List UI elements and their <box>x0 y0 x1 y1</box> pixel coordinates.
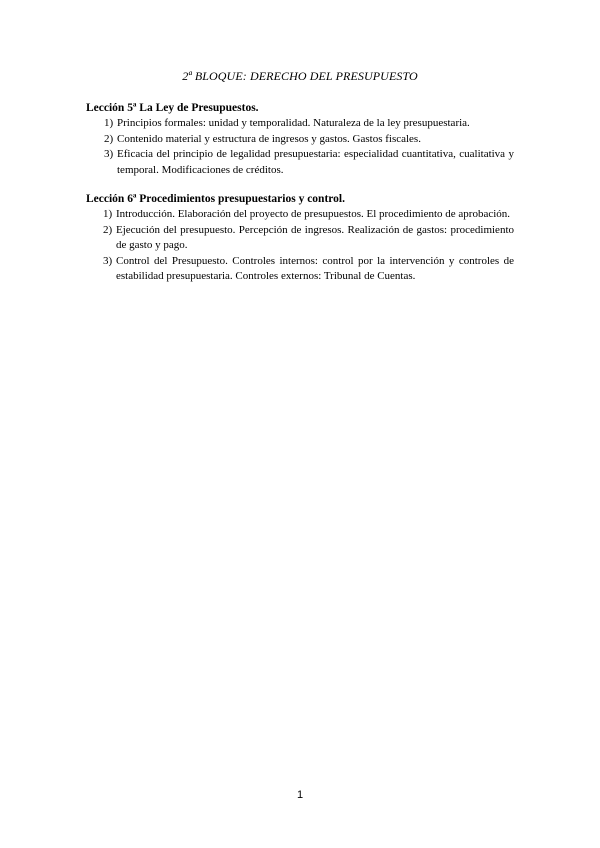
list-item <box>86 207 514 223</box>
item-number: 2) <box>103 223 113 236</box>
item-number: 3) <box>103 254 113 267</box>
lesson-topic-list <box>86 207 514 285</box>
lesson-6 <box>86 191 514 285</box>
item-text: Contenido material y estructura de ingresos y gastos. Gastos fiscales. <box>117 132 421 145</box>
item-text: Control del Presupuesto. Controles internos: control por la intervención y controles de estabilidad presupuestaria. Controles externos: Tribunal de Cuentas. <box>116 254 514 282</box>
item-number: 1) <box>103 208 113 220</box>
item-text: Principios formales: unidad y temporalidad. Naturaleza de la ley presupuestaria. <box>117 117 470 129</box>
item-text: Introducción. Elaboración del proyecto de presupuestos. El procedimiento de aprobación. <box>116 208 511 220</box>
block-title: 2ª BLOQUE: DERECHO DEL PRESUPUESTO <box>182 69 418 83</box>
list-item <box>86 132 514 148</box>
item-number: 1) <box>104 117 114 129</box>
item-number: 2) <box>104 132 114 145</box>
lesson-5 <box>86 100 514 178</box>
lesson-topic-list <box>86 116 514 178</box>
item-text: Eficacia del principio de legalidad presupuestaria: especialidad cuantitativa, cualitativa y temporal. Modificaciones de créditos. <box>117 148 514 176</box>
page-number: 1 <box>296 789 304 801</box>
list-item <box>86 254 514 285</box>
list-item <box>86 223 514 254</box>
list-item <box>86 147 514 178</box>
item-text: Ejecución del presupuesto. Percepción de ingresos. Realización de gastos: procedimiento de gasto y pago. <box>116 223 514 251</box>
item-number: 3) <box>104 148 114 160</box>
lesson-heading: Lección 6ª Procedimientos presupuestarios y control. <box>86 193 345 205</box>
lesson-heading: Lección 5ª La Ley de Presupuestos. <box>86 102 259 114</box>
list-item <box>86 116 514 132</box>
